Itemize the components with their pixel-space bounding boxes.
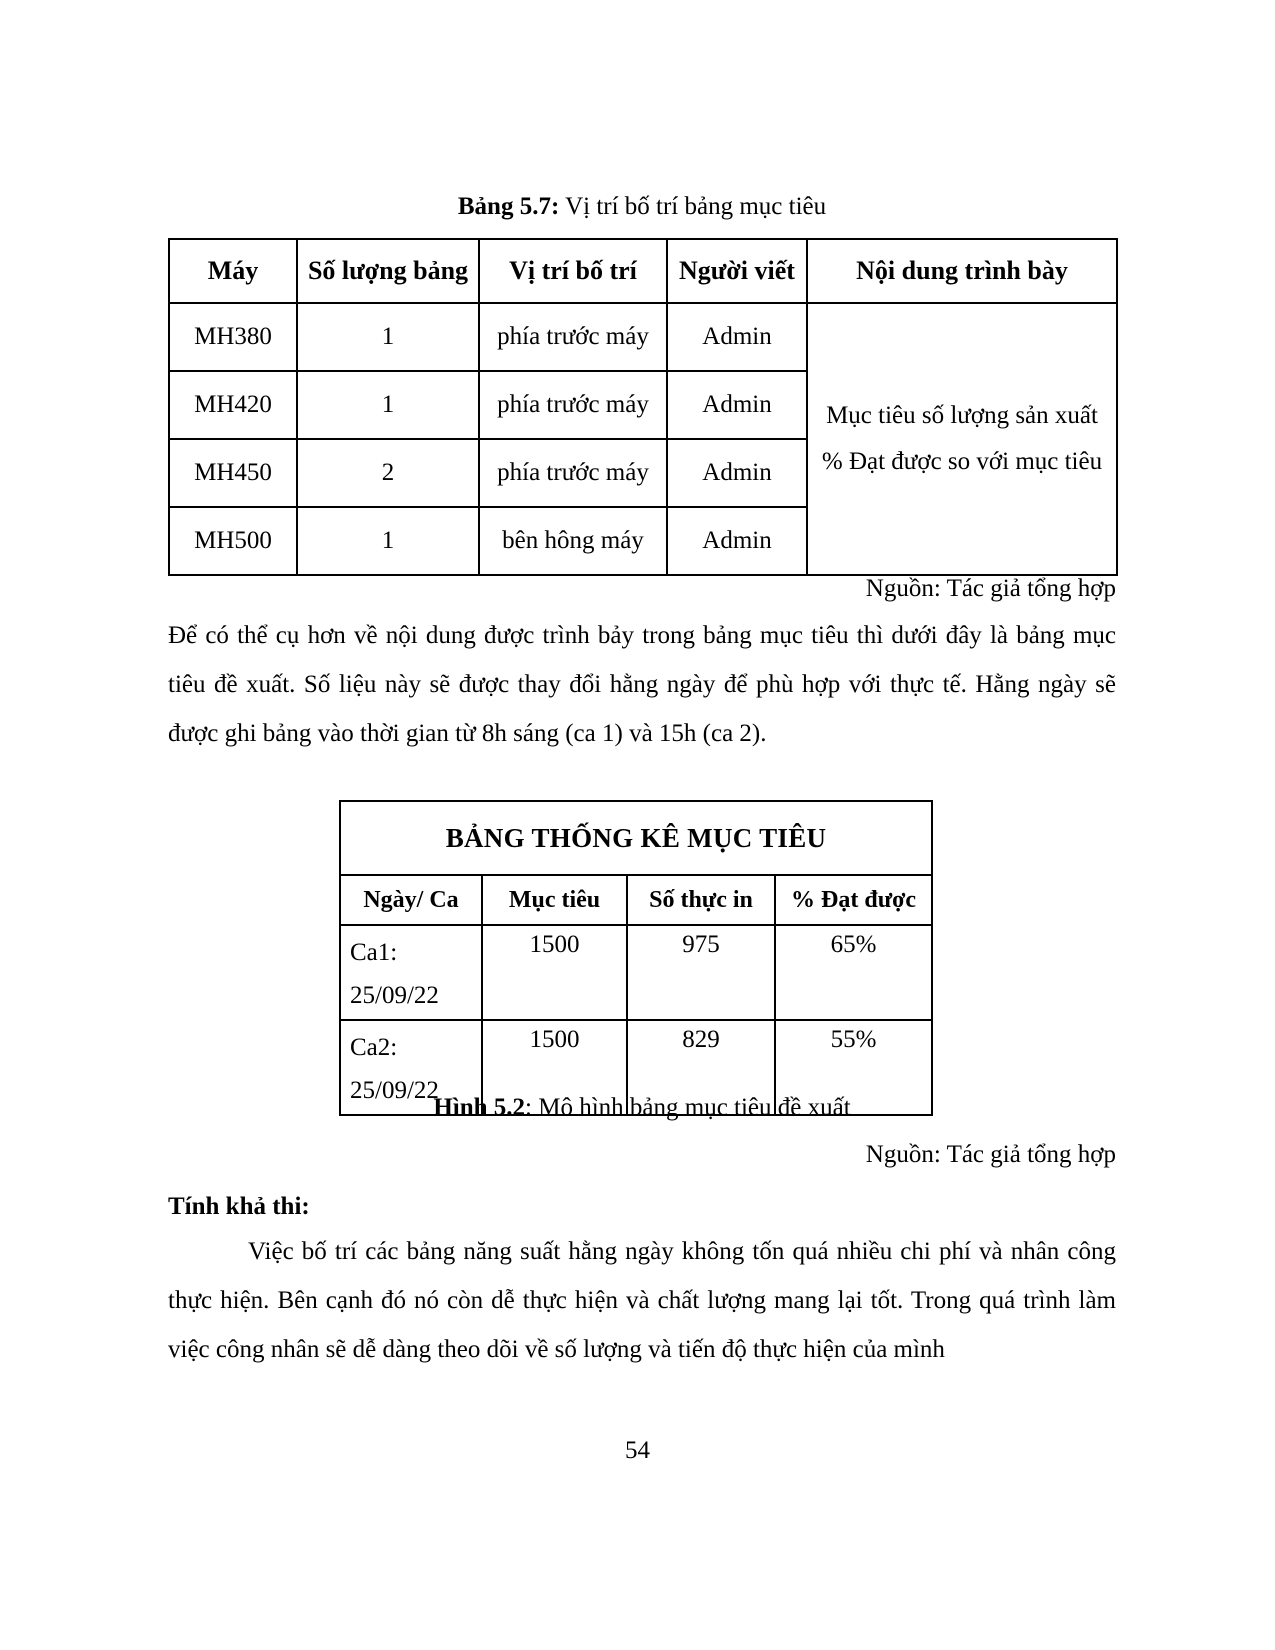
table2-cell-ngay-ca [340,925,482,1020]
table2-title-row [340,801,932,875]
table1-cell-may: MH420 [169,371,297,439]
figure-caption-text: : Mô hình bảng mục tiêu đề xuất [525,1094,851,1121]
table1-header-so-luong-bang: Số lượng bảng [297,239,479,303]
table2-header-muc-tieu: Mục tiêu [482,875,627,925]
table1-header-row [169,239,1117,303]
table1-cell-may: MH450 [169,439,297,507]
table2-header-ngay-ca: Ngày/ Ca [340,875,482,925]
table1-cell-nguoi-viet: Admin [667,439,807,507]
table2-container [339,800,931,1116]
table1-cell-may: MH500 [169,507,297,575]
figure-caption [168,1093,1116,1123]
table1-cell-vi-tri: bên hông máy [479,507,667,575]
table1-caption-text: Vị trí bố trí bảng mục tiêu [559,193,827,220]
table2-cell-so-thuc-in: 975 [627,925,775,1020]
table-row [340,925,932,1020]
page-number: 54 [625,1437,650,1464]
table1-cell-vi-tri: phía trước máy [479,303,667,371]
table1-header-may: Máy [169,239,297,303]
table1-cell-nguoi-viet: Admin [667,303,807,371]
table1-cell-noi-dung-merged [807,303,1117,575]
table-row [169,303,1117,371]
table1-cell-so-luong: 1 [297,507,479,575]
table1-cell-so-luong: 1 [297,371,479,439]
table2-ca-label: Ca2: [350,1034,398,1061]
table2-cell-so-thuc-in: 829 [627,1020,775,1115]
table1-header-noi-dung-trinh-bay: Nội dung trình bày [807,239,1117,303]
paragraph-1 [168,612,1116,758]
table1-noi-dung-line2: % Đạt được so với mục tiêu [821,448,1103,475]
figure-caption-label: Hình 5.2 [433,1094,526,1121]
table2-header-phan-tram-dat-duoc: % Đạt được [775,875,932,925]
table1-cell-nguoi-viet: Admin [667,371,807,439]
table1-cell-may: MH380 [169,303,297,371]
table1-cell-so-luong: 1 [297,303,479,371]
table1-caption-label: Bảng 5.7: [457,193,560,220]
paragraph-2 [168,1228,1116,1374]
table2-cell-phan-tram: 55% [775,1020,932,1115]
table1-cell-nguoi-viet: Admin [667,507,807,575]
table1-caption [168,192,1116,222]
table1-cell-so-luong: 2 [297,439,479,507]
table1-header-vi-tri-bo-tri: Vị trí bố trí [479,239,667,303]
table2-ca-label: Ca1: [350,939,398,966]
table1-container [168,238,1116,576]
table2-header-so-thuc-in: Số thực in [627,875,775,925]
table1-cell-vi-tri: phía trước máy [479,439,667,507]
table2-cell-muc-tieu: 1500 [482,925,627,1020]
table2-header-row [340,875,932,925]
table1-source: Nguồn: Tác giả tổng hợp [865,575,1116,602]
table2-ngay-label: 25/09/22 [350,1077,439,1104]
table2 [339,800,933,1116]
table1-cell-vi-tri: phía trước máy [479,371,667,439]
paragraph-2-text: Việc bố trí các bảng năng suất hằng ngày không tốn quá nhiều chi phí và nhân công thực hiện. Bên cạnh đó nó còn dễ thực hiện và chất lượng mang lại tốt. Trong quá trình làm việc công nhân sẽ dễ dàng theo dõi về số lượng và tiến độ thực hiện của mình [168,1238,1116,1363]
table1-header-nguoi-viet: Người viết [667,239,807,303]
figure-source: Nguồn: Tác giả tổng hợp [865,1141,1116,1168]
feasibility-heading: Tính khả thi: [168,1193,310,1220]
table2-title: BẢNG THỐNG KÊ MỤC TIÊU [340,801,932,875]
table2-cell-phan-tram: 65% [775,925,932,1020]
table2-ngay-label: 25/09/22 [350,982,439,1009]
table1-noi-dung-line1: Mục tiêu số lượng sản xuất [826,401,1098,429]
table1 [168,238,1118,576]
paragraph-1-text: Để có thể cụ hơn về nội dung được trình bảy trong bảng mục tiêu thì dưới đây là bảng mục tiêu đề xuất. Số liệu này sẽ được thay đổi hằng ngày để phù hợp với thực tế. Hằng ngày sẽ được ghi bảng vào thời gian từ 8h sáng (ca 1) và 15h (ca 2). [168,622,1116,747]
table2-cell-muc-tieu: 1500 [482,1020,627,1115]
